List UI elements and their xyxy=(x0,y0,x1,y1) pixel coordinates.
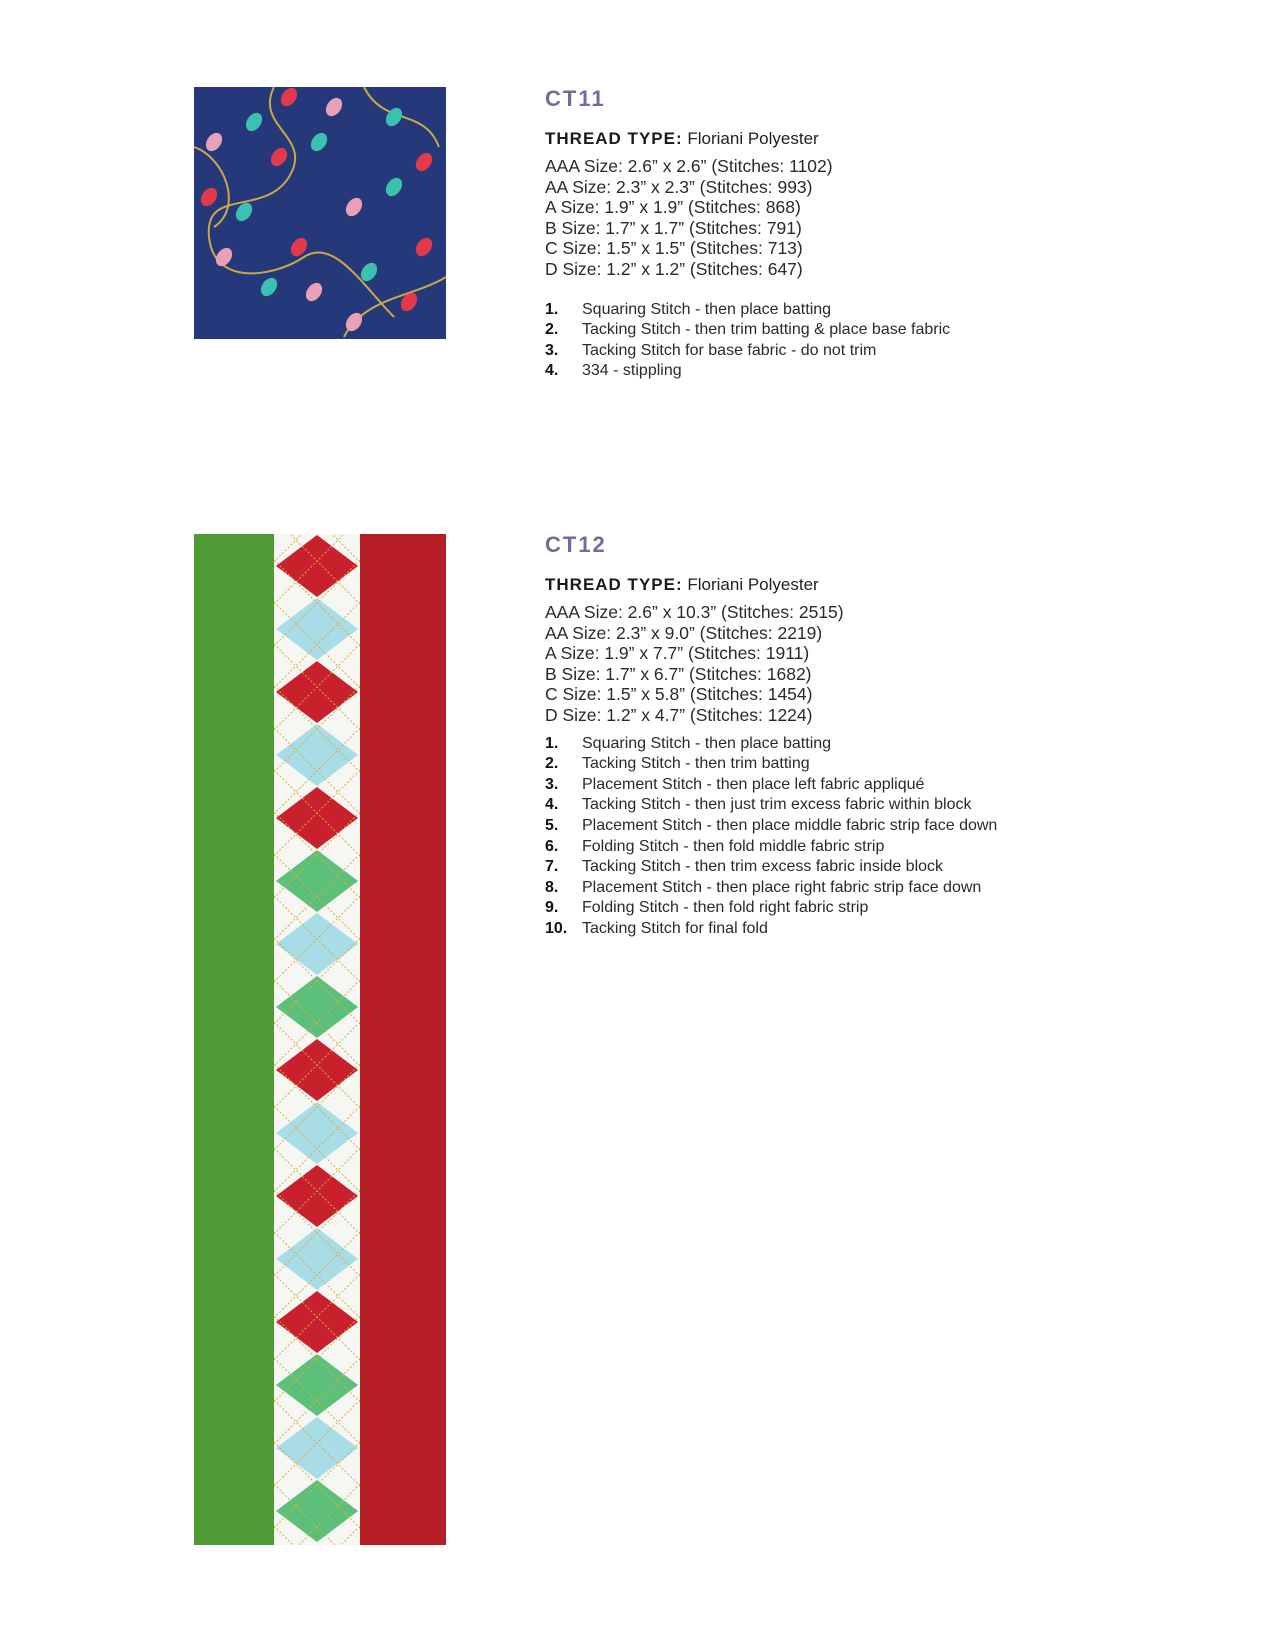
step-text: Tacking Stitch - then trim batting & place base fabric xyxy=(582,321,951,339)
size-line: B Size: 1.7” x 6.7” (Stitches: 1682) xyxy=(545,663,812,684)
step-number: 5. xyxy=(545,816,559,834)
step-text: Tacking Stitch - then trim excess fabric inside block xyxy=(582,858,944,876)
step-number: 1. xyxy=(545,300,559,318)
step-text: Squaring Stitch - then place batting xyxy=(582,300,832,318)
step-item xyxy=(545,754,997,775)
step-text: Folding Stitch - then fold right fabric strip xyxy=(582,899,869,917)
step-text: Folding Stitch - then fold middle fabric strip xyxy=(582,837,885,855)
step-text: Tacking Stitch - then just trim excess fabric within block xyxy=(582,796,972,814)
step-item xyxy=(545,898,997,919)
thread-label: THREAD TYPE: xyxy=(545,575,683,594)
thread-label: THREAD TYPE: xyxy=(545,129,683,148)
step-number: 4. xyxy=(545,796,559,814)
step-text: Tacking Stitch for final fold xyxy=(582,919,768,937)
step-text: Placement Stitch - then place right fabric strip face down xyxy=(582,878,982,896)
step-number: 7. xyxy=(545,858,559,876)
thread-type xyxy=(545,574,997,596)
size-line: AAA Size: 2.6” x 2.6” (Stitches: 1102) xyxy=(545,156,833,176)
step-text: Placement Stitch - then place left fabric appliqué xyxy=(582,775,925,793)
step-number: 3. xyxy=(545,341,559,359)
size-line: D Size: 1.2” x 1.2” (Stitches: 647) xyxy=(545,258,803,279)
ct11-fabric-photo xyxy=(194,87,446,339)
size-list xyxy=(545,156,950,280)
step-number: 6. xyxy=(545,837,559,855)
step-item xyxy=(545,734,997,755)
step-text: Tacking Stitch - then trim batting xyxy=(582,755,810,773)
block-code: CT12 xyxy=(545,532,607,557)
step-text: Tacking Stitch for base fabric - do not trim xyxy=(582,341,877,359)
ct11-block xyxy=(545,86,950,382)
step-list xyxy=(545,734,997,940)
size-line: A Size: 1.9” x 7.7” (Stitches: 1911) xyxy=(545,643,810,664)
thread-value: Floriani Polyester xyxy=(687,575,819,594)
step-number: 9. xyxy=(545,899,559,917)
size-line: AA Size: 2.3” x 2.3” (Stitches: 993) xyxy=(545,176,813,197)
step-number: 2. xyxy=(545,755,559,773)
size-line: AAA Size: 2.6” x 10.3” (Stitches: 2515) xyxy=(545,602,844,622)
step-number: 1. xyxy=(545,734,559,752)
size-list xyxy=(545,602,997,726)
size-line: D Size: 1.2” x 4.7” (Stitches: 1224) xyxy=(545,704,813,725)
step-item xyxy=(545,919,997,940)
step-item xyxy=(545,837,997,858)
size-line: A Size: 1.9” x 1.9” (Stitches: 868) xyxy=(545,197,801,218)
size-line: C Size: 1.5” x 5.8” (Stitches: 1454) xyxy=(545,684,813,705)
size-line: AA Size: 2.3” x 9.0” (Stitches: 2219) xyxy=(545,622,823,643)
step-item xyxy=(545,775,997,796)
thread-type xyxy=(545,128,950,150)
size-line: B Size: 1.7” x 1.7” (Stitches: 791) xyxy=(545,217,802,238)
step-item xyxy=(545,857,997,878)
step-item xyxy=(545,361,950,382)
step-number: 10. xyxy=(545,919,568,937)
step-item xyxy=(545,878,997,899)
step-text: Placement Stitch - then place middle fabric strip face down xyxy=(582,816,998,834)
block-code: CT11 xyxy=(545,86,606,111)
step-item xyxy=(545,320,950,341)
step-text: Squaring Stitch - then place batting xyxy=(582,734,832,752)
step-list xyxy=(545,300,950,382)
step-number: 3. xyxy=(545,775,559,793)
thread-value: Floriani Polyester xyxy=(687,129,819,148)
step-item xyxy=(545,816,997,837)
step-text: 334 - stippling xyxy=(582,362,682,380)
step-item xyxy=(545,341,950,362)
step-item xyxy=(545,795,997,816)
step-number: 8. xyxy=(545,878,559,896)
ct12-fabric-photo xyxy=(194,534,446,1545)
ct12-block xyxy=(545,532,997,940)
step-number: 4. xyxy=(545,362,559,380)
size-line: C Size: 1.5” x 1.5” (Stitches: 713) xyxy=(545,238,803,259)
step-item xyxy=(545,300,950,321)
step-number: 2. xyxy=(545,321,559,339)
